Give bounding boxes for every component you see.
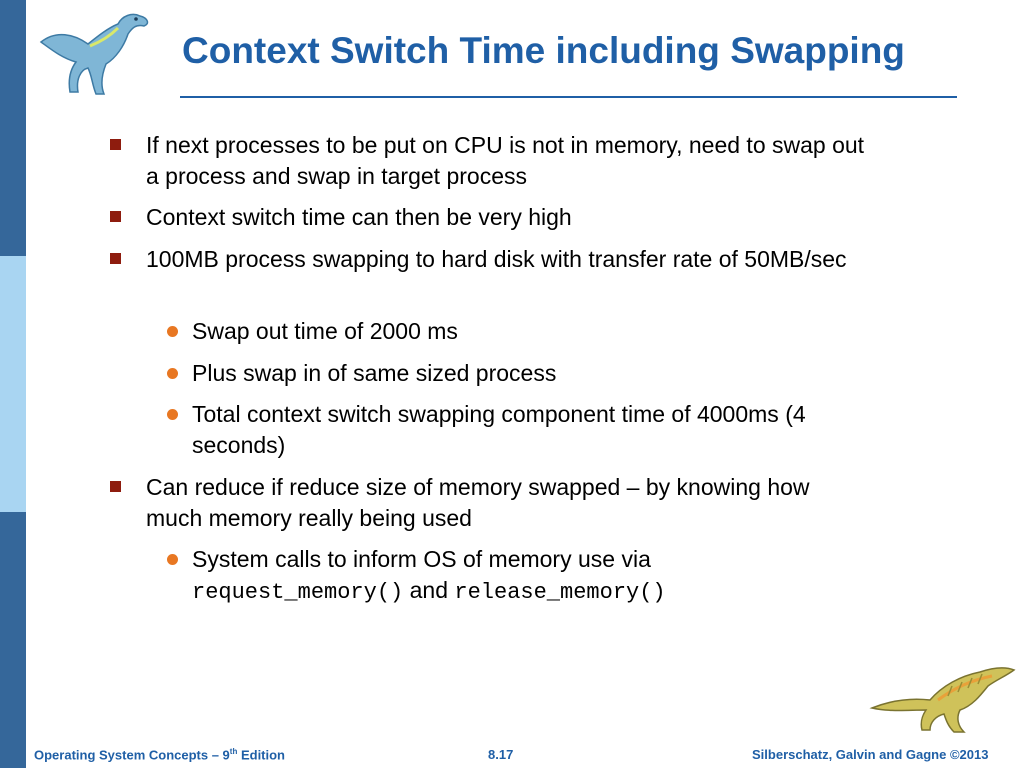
sub-bullet-item <box>192 316 872 347</box>
bullet-item <box>146 202 866 233</box>
code-release-memory: release_memory() <box>454 580 666 605</box>
bullet-item <box>146 244 866 275</box>
square-bullet-icon <box>110 211 121 222</box>
bullet-item <box>146 472 866 534</box>
bullet-text: Context switch time can then be very high <box>146 204 572 230</box>
code-request-memory: request_memory() <box>192 580 404 605</box>
bullet-item <box>146 130 866 192</box>
bullet-text: 100MB process swapping to hard disk with transfer rate of 50MB/sec <box>146 246 847 272</box>
sidebar-light-middle <box>0 256 26 512</box>
dinosaur-icon <box>868 656 1016 736</box>
connector-text: and <box>409 577 448 603</box>
left-sidebar-stripe <box>0 0 26 768</box>
footer-book-title <box>34 747 285 762</box>
bullet-text: Swap out time of 2000 ms <box>192 318 458 344</box>
slide-title: Context Switch Time including Swapping <box>182 30 905 71</box>
footer-authors: Silberschatz, Galvin and Gagne ©2013 <box>752 747 989 762</box>
sub-bullet-item <box>192 358 872 389</box>
square-bullet-icon <box>110 481 121 492</box>
footer-left-prefix: Operating System Concepts – 9 <box>34 747 230 763</box>
dot-bullet-icon <box>167 368 178 379</box>
bullet-text: If next processes to be put on CPU is not in memory, need to swap out a process and swap in target process <box>146 132 865 189</box>
sub-bullet-item <box>192 399 872 461</box>
dot-bullet-icon <box>167 554 178 565</box>
sidebar-dark-top <box>0 0 26 256</box>
dinosaur-logo-icon <box>36 6 154 98</box>
bullet-text: System calls to inform OS of memory use via <box>192 546 651 572</box>
dot-bullet-icon <box>167 409 178 420</box>
sub-bullet-item <box>192 544 872 608</box>
footer-left-suffix: Edition <box>237 747 286 763</box>
footer-left-sup: th <box>229 747 238 756</box>
bullet-text: Total context switch swapping component time of 4000ms (4 seconds) <box>192 401 806 458</box>
dot-bullet-icon <box>167 326 178 337</box>
bullet-text: Can reduce if reduce size of memory swapped – by knowing how much memory really being used <box>146 474 810 531</box>
sidebar-dark-bottom <box>0 512 26 768</box>
title-underline <box>180 96 957 98</box>
square-bullet-icon <box>110 139 121 150</box>
square-bullet-icon <box>110 253 121 264</box>
bullet-text: Plus swap in of same sized process <box>192 360 557 386</box>
footer-page-number: 8.17 <box>488 747 514 762</box>
